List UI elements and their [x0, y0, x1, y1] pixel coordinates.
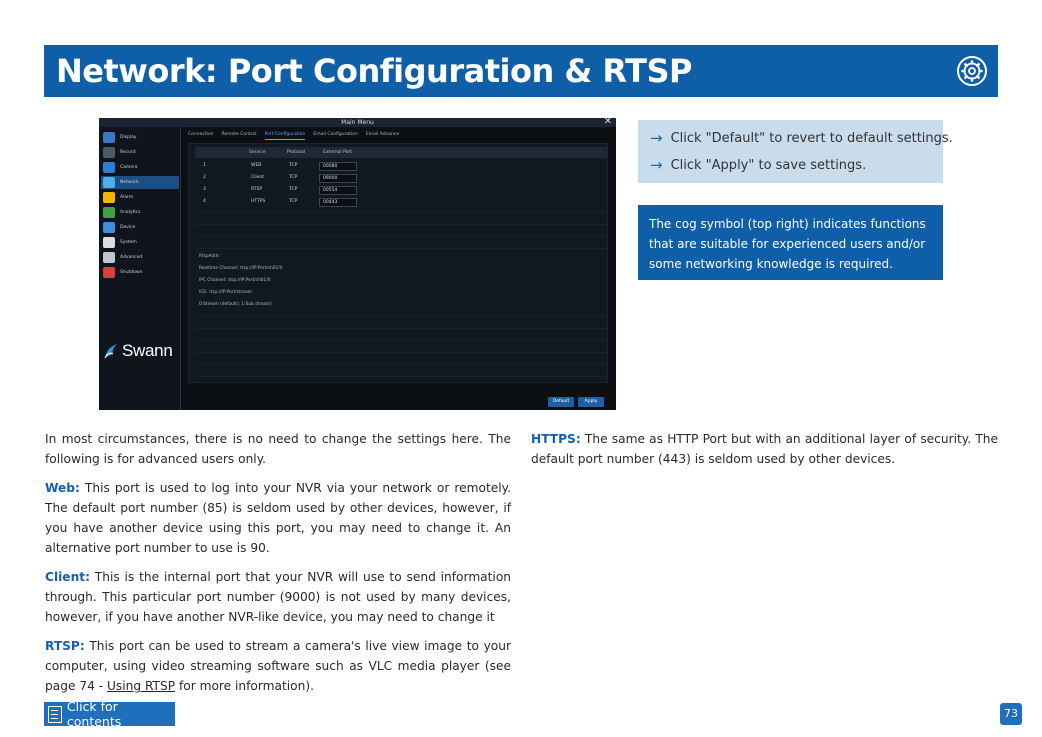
contents-label: Click for contents — [66, 699, 122, 729]
settings-panel — [182, 127, 616, 410]
sidebar-item-label: System — [120, 240, 137, 245]
sidebar-item-label: Device — [120, 225, 136, 230]
sidebar-item-advanced[interactable] — [101, 251, 179, 264]
window-title: Main Menu — [341, 119, 374, 126]
tab-connection[interactable]: Connection — [188, 132, 214, 137]
sidebar-item-camera[interactable] — [101, 161, 179, 174]
camera-icon — [103, 162, 115, 173]
port-input[interactable]: 00080 — [319, 162, 357, 171]
tip-apply — [650, 156, 866, 174]
row-service: HTTPS — [251, 199, 266, 204]
sidebar-item-label: Network — [120, 180, 139, 185]
rtsp-text: This port can be used to stream a camera's live view image to your computer, using video streaming software such as VLC media player (see page 74 - — [45, 638, 511, 694]
arrow-right-icon: → — [650, 156, 663, 174]
advanced-icon — [103, 252, 115, 263]
port-input[interactable]: 00554 — [319, 186, 357, 195]
header-banner — [44, 45, 998, 97]
document-icon — [48, 706, 62, 723]
tip-default — [650, 129, 953, 147]
divider — [195, 340, 608, 341]
sidebar-item-label: Analytics — [120, 210, 141, 215]
https-term: HTTPS: — [531, 432, 581, 446]
network-icon — [103, 177, 115, 188]
sidebar-item-label: Advanced — [120, 255, 143, 260]
table-row — [195, 172, 608, 184]
rtsp-info-line: 0:Stream (default); 1:Sub stream) — [199, 302, 272, 307]
tab-remote-control[interactable]: Remote Control — [221, 132, 257, 137]
column-header-protocol: Protocol — [287, 150, 306, 155]
divider — [195, 376, 608, 377]
row-protocol: TCP — [289, 199, 298, 204]
sidebar-item-alarm[interactable] — [101, 191, 179, 204]
sidebar-item-analytics[interactable] — [101, 206, 179, 219]
arrow-right-icon: → — [650, 129, 663, 147]
sidebar — [99, 127, 181, 410]
cog-note-callout: The cog symbol (top right) indicates functions that are suitable for experienced users and/or some networking knowledge is required. — [638, 205, 943, 280]
record-icon — [103, 147, 115, 158]
sidebar-item-shutdown[interactable] — [101, 266, 179, 279]
sidebar-item-label: Display — [120, 135, 137, 140]
alarm-icon — [103, 192, 115, 203]
tip-text: Click "Default" to revert to default settings. — [670, 130, 953, 146]
swann-bird-icon — [103, 342, 119, 360]
rtsp-info-line: Realtime Channel: rtsp://IP:Port/ch01/0 — [199, 266, 283, 271]
display-icon — [103, 132, 115, 143]
body-column-right — [531, 429, 998, 478]
divider — [195, 316, 608, 317]
sidebar-item-display[interactable] — [101, 131, 179, 144]
divider — [195, 352, 608, 353]
apply-button[interactable]: Apply — [578, 397, 604, 407]
divider — [195, 248, 608, 249]
row-service: RTSP — [251, 187, 263, 192]
port-input[interactable]: 00443 — [319, 198, 357, 207]
row-number: 2 — [203, 175, 206, 180]
page-number: 73 — [1000, 703, 1022, 725]
rtsp-text-end: for more information). — [175, 679, 314, 694]
default-button[interactable]: Default — [548, 397, 574, 407]
row-service: Client — [251, 175, 265, 180]
contents-button[interactable] — [44, 699, 175, 729]
sidebar-item-label: Shutdown — [120, 270, 143, 275]
device-icon — [103, 222, 115, 233]
table-row — [195, 196, 608, 208]
row-protocol: TCP — [289, 163, 298, 168]
tab-email-advance[interactable]: Email Advance — [365, 132, 400, 137]
sidebar-item-label: Record — [120, 150, 136, 155]
intro-paragraph: In most circumstances, there is no need to change the settings here. The following is for advanced users only. — [45, 432, 511, 467]
table-header — [195, 147, 608, 158]
sidebar-item-label: Alarm — [120, 195, 134, 200]
sidebar-item-label: Camera — [120, 165, 138, 170]
https-text: The same as HTTP Port but with an additional layer of security. The default port number (443) is seldom used by other devices. — [531, 432, 998, 467]
divider — [195, 224, 608, 225]
port-input[interactable]: 09000 — [319, 174, 357, 183]
tab-port-configuration[interactable]: Port Configuration — [265, 131, 306, 140]
sidebar-item-record[interactable] — [101, 146, 179, 159]
nvr-screenshot — [99, 118, 616, 410]
row-number: 1 — [203, 163, 206, 168]
row-protocol: TCP — [289, 175, 298, 180]
using-rtsp-link[interactable]: Using RTSP — [106, 679, 176, 694]
divider — [195, 328, 608, 329]
rtsp-info-line: ICE: rtsp://IP:Port/stream — [199, 290, 252, 295]
row-protocol: TCP — [289, 187, 298, 192]
port-table-panel — [188, 143, 608, 383]
https-paragraph — [531, 429, 998, 470]
tab-bar — [188, 131, 399, 140]
rtsp-term: RTSP: — [45, 638, 85, 653]
rtsp-info-line: IPC Channel: rtsp://IP:Port/ch01/0 — [199, 278, 271, 283]
analytics-icon — [103, 207, 115, 218]
table-row — [195, 184, 608, 196]
cog-icon — [955, 54, 989, 88]
page-title: Network: Port Configuration & RTSP — [56, 52, 692, 90]
row-service: WEB — [251, 163, 262, 168]
web-term: Web: — [45, 480, 80, 495]
rtsp-paragraph — [45, 636, 511, 697]
web-text: This port is used to log into your NVR via your network or remotely. The default port number (85) is seldom used by other devices, however, if you have another device using this port, you may need to change it. An alternative port number to use is 90. — [45, 480, 511, 556]
divider — [195, 212, 608, 213]
tip-text: Click "Apply" to save settings. — [670, 157, 867, 173]
client-term: Client: — [45, 569, 90, 584]
body-column-left — [45, 429, 511, 705]
tips-callout — [638, 120, 953, 183]
brand-name: Swann — [122, 341, 173, 360]
close-icon[interactable]: ✕ — [603, 118, 612, 127]
web-paragraph — [45, 478, 511, 559]
swann-logo — [103, 341, 172, 361]
system-icon — [103, 237, 115, 248]
divider — [195, 236, 608, 237]
column-header-service: Service — [249, 150, 266, 155]
sidebar-item-system[interactable] — [101, 236, 179, 249]
divider — [195, 364, 608, 365]
shutdown-icon — [103, 267, 115, 278]
sidebar-item-device[interactable] — [101, 221, 179, 234]
row-number: 3 — [203, 187, 206, 192]
sidebar-item-network[interactable] — [101, 176, 179, 189]
tab-email-configuration[interactable]: Email Configuration — [313, 132, 358, 137]
rtsp-info-line: RtspAddr: — [199, 254, 221, 259]
table-row — [195, 160, 608, 172]
window-titlebar — [99, 118, 616, 127]
column-header-port: External Port — [323, 150, 353, 155]
client-text: This is the internal port that your NVR will use to send information through. This particular port number (9000) is not used by many devices, however, if you have another NVR-like device, you may need to change it — [45, 569, 511, 625]
row-number: 4 — [203, 199, 206, 204]
client-paragraph — [45, 567, 511, 628]
